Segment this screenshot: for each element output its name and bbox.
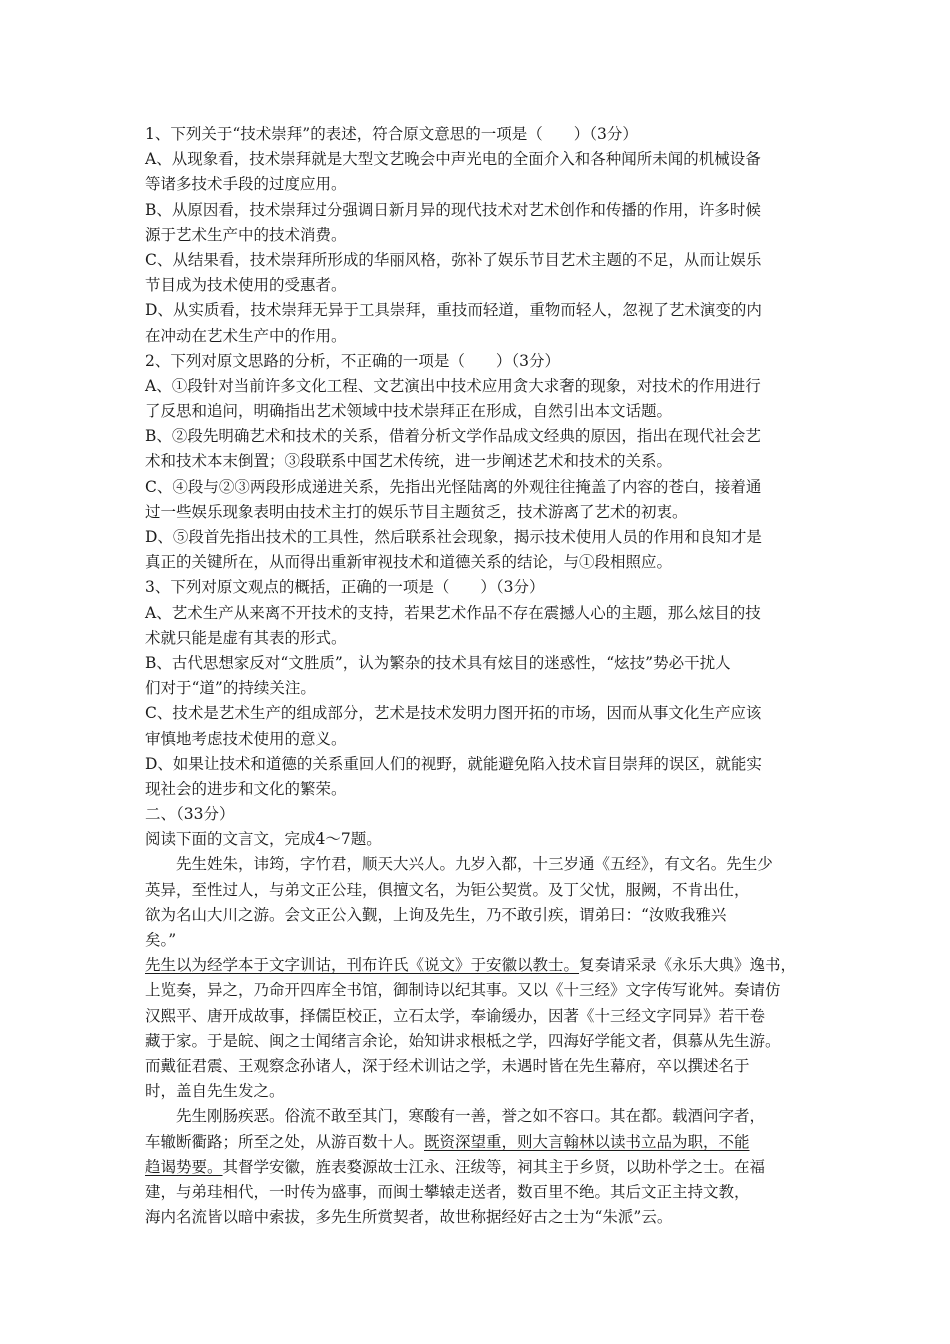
document-body bbox=[145, 122, 810, 1230]
text-line: 真正的关键所在，从而得出重新审视技术和道德关系的结论，与①段相照应。 bbox=[145, 553, 673, 572]
text-line: C、技术是艺术生产的组成部分，艺术是技术发明力图开拓的市场，因而从事文化生产应该 bbox=[145, 704, 762, 723]
text-line bbox=[145, 953, 810, 978]
text-line: 阅读下面的文言文，完成4～7题。 bbox=[145, 830, 382, 849]
underlined-sentence: 既资深望重，则大言翰林以读书立品为职，不能 bbox=[424, 1132, 750, 1151]
text-line: 海内名流皆以暗中索拔，多先生所赏契者，故世称据经好古之士为“朱派”云。 bbox=[145, 1208, 673, 1227]
text-line: 上览奏，异之，乃命开四库全书馆，御制诗以纪其事。又以《十三经》文字传写讹舛。奏请仿 bbox=[145, 981, 781, 1000]
text-line: B、古代思想家反对“文胜质”，认为繁杂的技术具有炫目的迷惑性，“炫技”势必干扰人 bbox=[145, 653, 731, 672]
underlined-sentence: 趋谒势要。 bbox=[145, 1157, 223, 1176]
text-line: C、④段与②③两段形成递进关系，先指出光怪陆离的外观往往掩盖了内容的苍白，接着通 bbox=[145, 477, 762, 496]
text-line: 在冲动在艺术生产中的作用。 bbox=[145, 326, 347, 345]
text-line: 英异，至性过人，与弟文正公珪，俱擅文名，为钜公契赏。及丁父忧，服阙，不肯出仕， bbox=[145, 880, 750, 899]
text-line: 过一些娱乐现象表明由技术主打的娱乐节目主题贫乏，技术游离了艺术的初衷。 bbox=[145, 502, 688, 521]
text-line: 2、下列对原文思路的分析，不正确的一项是（ ）（3分） bbox=[145, 351, 560, 370]
text-line: 术就只能是虚有其表的形式。 bbox=[145, 628, 347, 647]
text-line: 审慎地考虑技术使用的意义。 bbox=[145, 729, 347, 748]
text-line: 时，盖自先生发之。 bbox=[145, 1082, 285, 1101]
text-line bbox=[145, 1130, 810, 1155]
text-line: 而戴征君震、王观察念孙诸人，深于经术训诂之学，未遇时皆在先生幕府，卒以撰述名于 bbox=[145, 1056, 750, 1075]
text-segment: 其督学安徽，旌表婺源故士江永、汪绂等，祠其主于乡贤，以助朴学之士。在福 bbox=[222, 1157, 766, 1176]
text-line: A、①段针对当前许多文化工程、文艺演出中技术应用贪大求奢的现象，对技术的作用进行 bbox=[145, 376, 761, 395]
text-line: A、艺术生产从来离不开技术的支持，若果艺术作品不存在震撼人心的主题，那么炫目的技 bbox=[145, 603, 761, 622]
text-line: 先生刚肠疾恶。俗流不敢至其门，寒酸有一善，誉之如不容口。其在都。载酒问字者， bbox=[145, 1107, 766, 1126]
text-line: 源于艺术生产中的技术消费。 bbox=[145, 225, 347, 244]
text-segment: 复奏请采录《永乐大典》逸书， bbox=[579, 956, 797, 975]
underlined-sentence: 先生以为经学本于文字训诂，刊布许氏《说文》于安徽以教士。 bbox=[145, 956, 580, 975]
text-line: C、从结果看，技术崇拜所形成的华丽风格，弥补了娱乐节目艺术主题的不足，从而让娱乐 bbox=[145, 250, 762, 269]
text-line bbox=[145, 1155, 810, 1180]
text-line: 先生姓朱，讳筠，字竹君，顺天大兴人。九岁入都，十三岁通《五经》，有文名。先生少 bbox=[145, 855, 773, 874]
text-line: 汉熙平、唐开成故事，择儒臣校正，立石太学，奉谕缓办，因著《十三经文字同异》若干卷 bbox=[145, 1006, 766, 1025]
section-heading: 二、（33分） bbox=[145, 805, 235, 824]
text-line: B、从原因看，技术崇拜过分强调日新月异的现代技术对艺术创作和传播的作用，许多时候 bbox=[145, 200, 761, 219]
text-line: 了反思和追问，明确指出艺术领域中技术崇拜正在形成，自然引出本文话题。 bbox=[145, 402, 673, 421]
text-line: D、⑤段首先指出技术的工具性，然后联系社会现象，揭示技术使用人员的作用和良知才是 bbox=[145, 528, 762, 546]
text-line: 1、下列关于“技术崇拜”的表述，符合原文意思的一项是（ ）（3分） bbox=[145, 125, 638, 143]
text-line: 建，与弟珪相代，一时传为盛事，而闽士攀辕走送者，数百里不绝。其后文正主持文教， bbox=[145, 1182, 750, 1201]
text-line: D、如果让技术和道德的关系重回人们的视野，就能避免陷入技术盲目崇拜的误区，就能实 bbox=[145, 754, 762, 773]
text-line: 等诸多技术手段的过度应用。 bbox=[145, 175, 347, 194]
text-line: 矣。” bbox=[145, 931, 177, 949]
text-line: 3、下列对原文观点的概括，正确的一项是（ ）（3分） bbox=[145, 578, 545, 597]
text-segment: 车辙断衢路；所至之处，从游百数十人。 bbox=[145, 1132, 425, 1151]
text-line: 藏于家。于是皖、闽之士闻绪言余论，始知讲求根柢之学，四海好学能文者，俱慕从先生游。 bbox=[145, 1031, 781, 1050]
text-line: 们对于“道”的持续关注。 bbox=[145, 679, 316, 698]
text-line: 现社会的进步和文化的繁荣。 bbox=[145, 779, 347, 798]
text-line: 术和技术本末倒置；③段联系中国艺术传统，进一步阐述艺术和技术的关系。 bbox=[145, 452, 673, 471]
text-line: D、从实质看，技术崇拜无异于工具崇拜，重技而轻道，重物而轻人，忽视了艺术演变的内 bbox=[145, 301, 762, 320]
text-line: 欲为名山大川之游。会文正公入觐，上询及先生，乃不敢引疾，谓弟曰：“汝败我雅兴 bbox=[145, 905, 727, 924]
text-line: B、②段先明确艺术和技术的关系，借着分析文学作品成文经典的原因，指出在现代社会艺 bbox=[145, 427, 761, 446]
text-line: A、从现象看，技术崇拜就是大型文艺晚会中声光电的全面介入和各种闻所未闻的机械设备 bbox=[145, 150, 761, 169]
text-line: 节目成为技术使用的受惠者。 bbox=[145, 276, 347, 295]
